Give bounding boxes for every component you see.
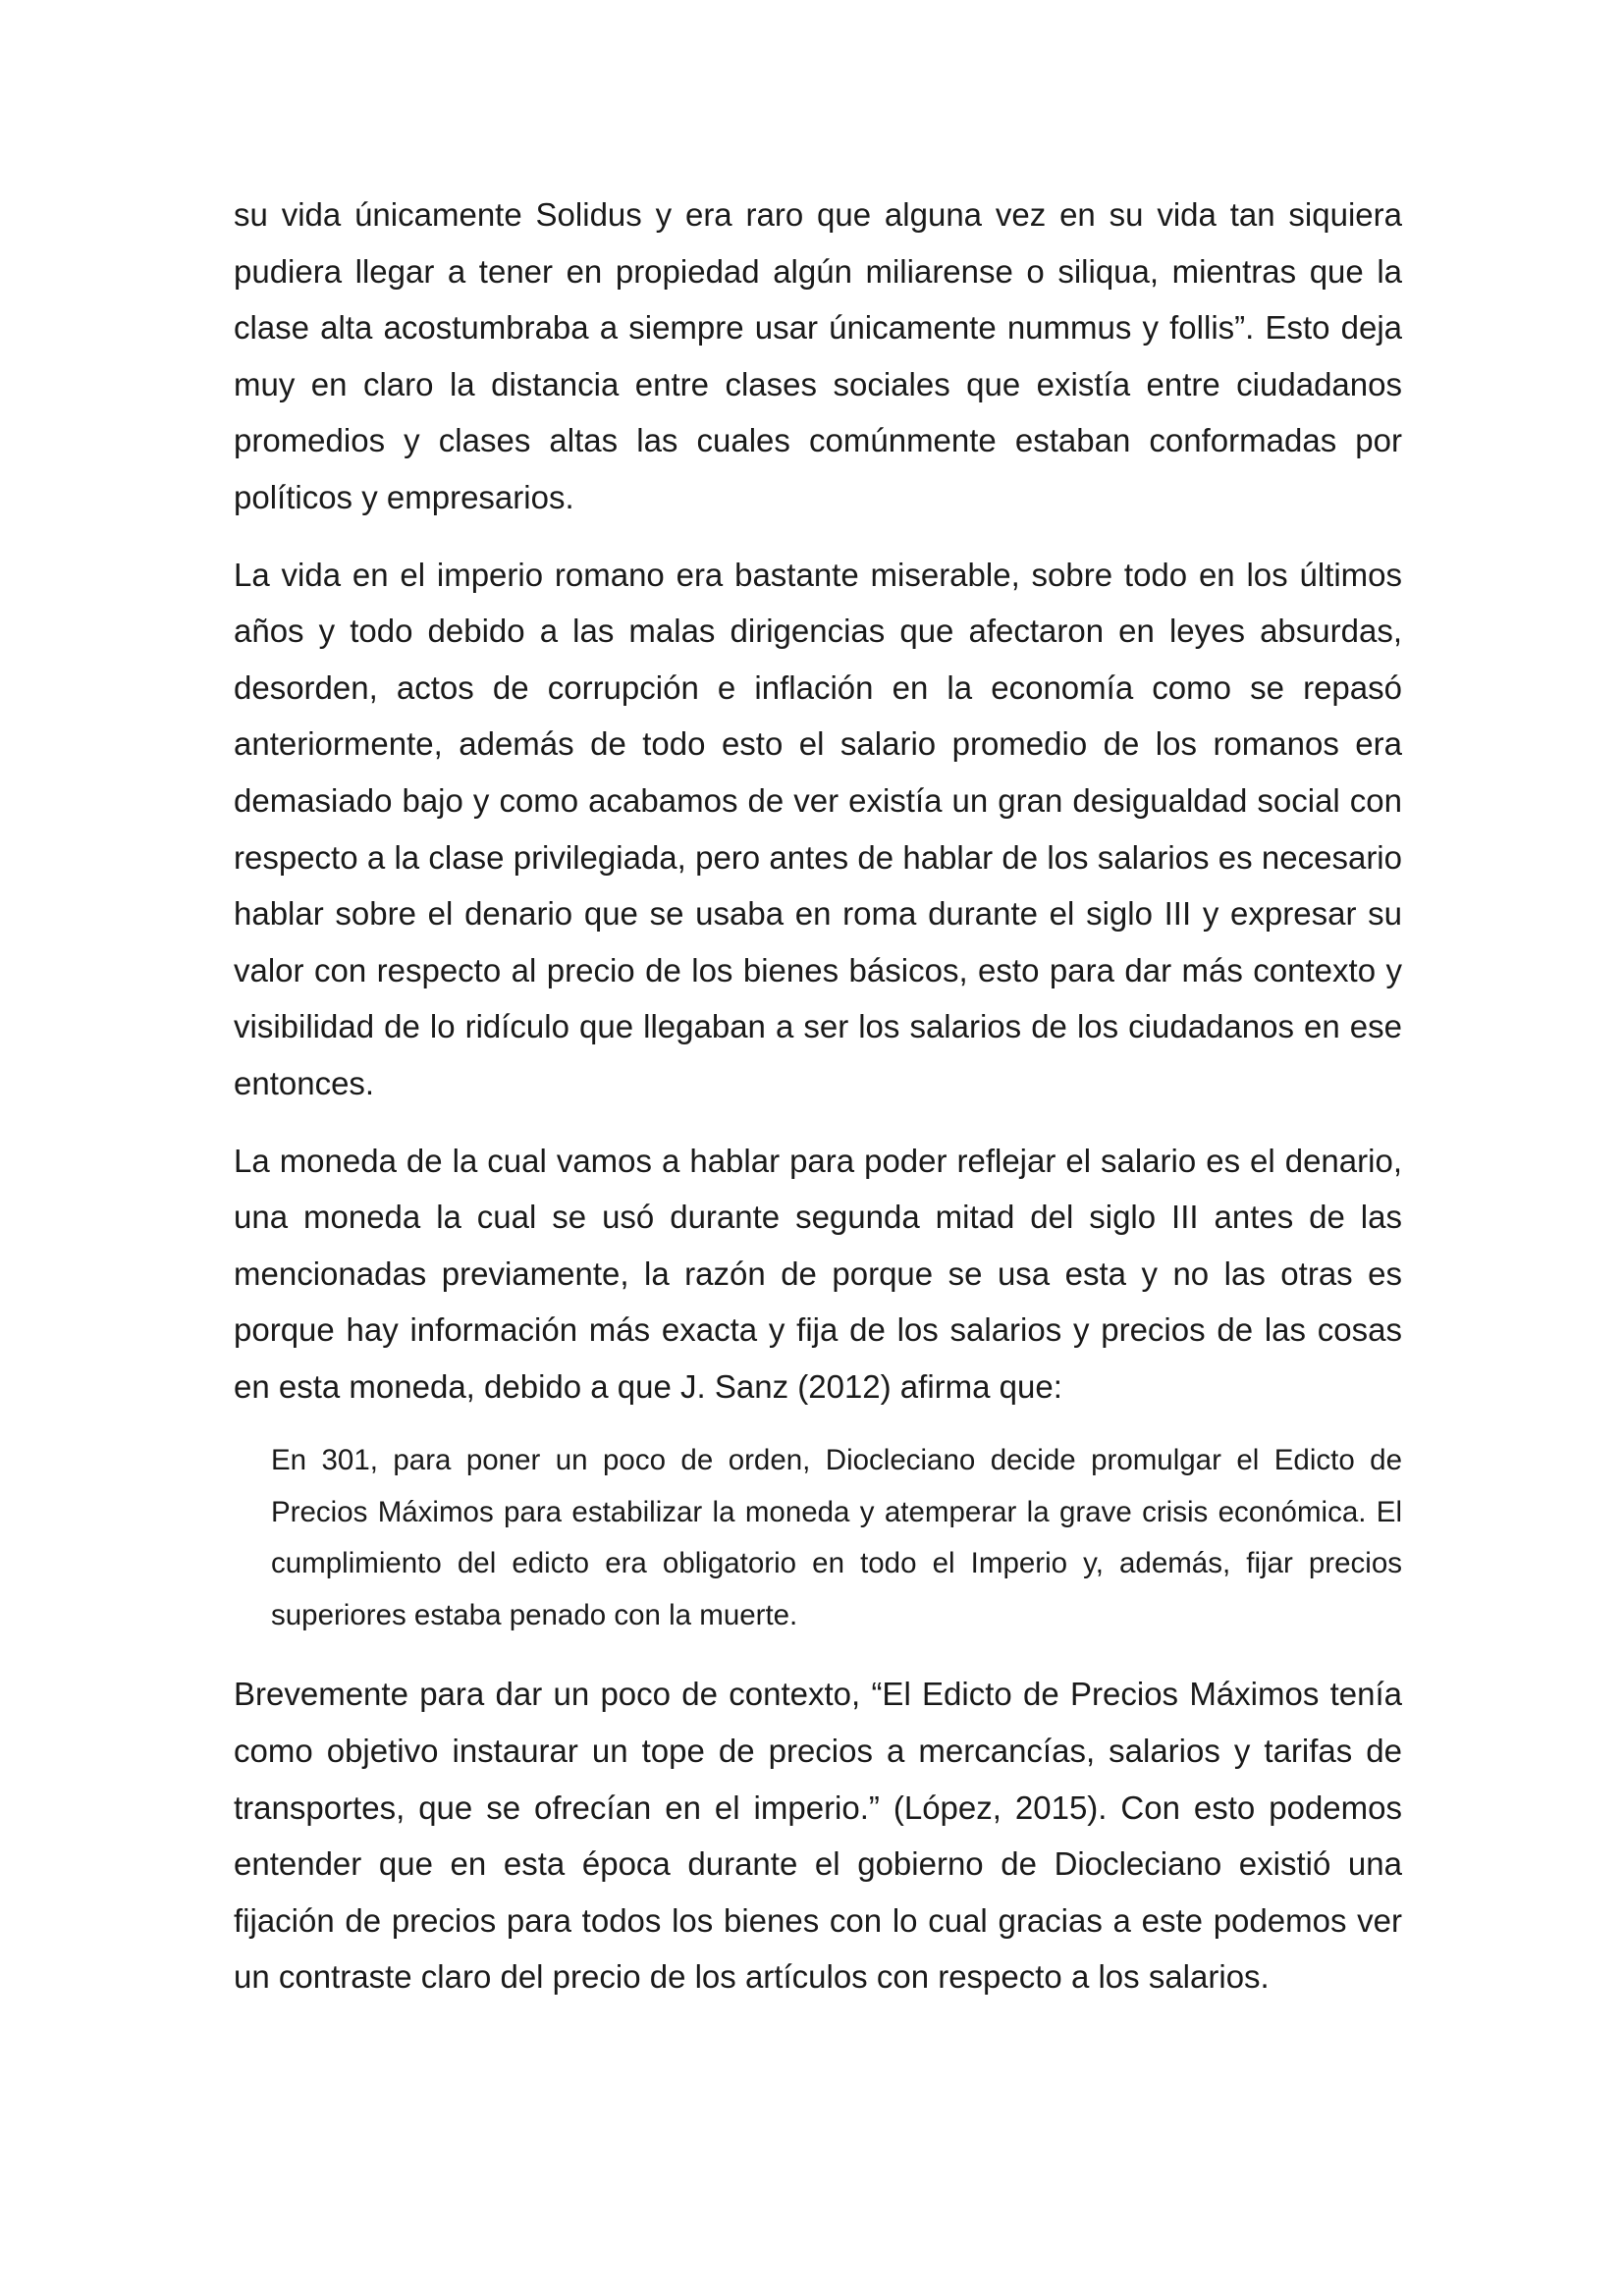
paragraph-social-classes: su vida únicamente Solidus y era raro que alguna vez en su vida tan siquiera pudiera llegar a tener en propiedad algún miliarense o siliqua, mientras que la clase alta acostumbraba a siempre usar únicamente nummus y follis”. Esto deja muy en claro la distancia entre clases sociales que existía entre ciudadanos promedios y clases altas las cuales comúnmente estaban conformadas por políticos y empresarios. [234,196,1402,515]
paragraph-roman-life: La vida en el imperio romano era bastante miserable, sobre todo en los últimos años y todo debido a las malas dirigencias que afectaron en leyes absurdas, desorden, actos de corrupción e inflación en la economía como se repasó anteriormente, además de todo esto el salario promedio de los romanos era demasiado bajo y como acabamos de ver existía un gran desigualdad social con respecto a la clase privilegiada, pero antes de hablar de los salarios es necesario hablar sobre el denario que se usaba en roma durante el siglo III y expresar su valor con respecto al precio de los bienes básicos, esto para dar más contexto y visibilidad de lo ridículo que llegaban a ser los salarios de los ciudadanos en ese entonces. [234,556,1402,1101]
paragraph-edict-context: Brevemente para dar un poco de contexto, “El Edicto de Precios Máximos tenía como objetivo instaurar un tope de precios a mercancías, salarios y tarifas de transportes, que se ofrecían en el imperio.” (López, 2015). Con esto podemos entender que en esta época durante el gobierno de Diocleciano existió una fijación de precios para todos los bienes con lo cual gracias a este podemos ver un contraste claro del precio de los artículos con respecto a los salarios. [234,1676,1402,1996]
document-page [234,187,1402,2026]
block-quote: En 301, para poner un poco de orden, Diocleciano decide promulgar el Edicto de Precios Máximos para estabilizar la moneda y atemperar la grave crisis económica. El cumplimiento del edicto era obligatorio en todo el Imperio y, además, fijar precios superiores estaba penado con la muerte. [271,1444,1402,1631]
paragraph-denario: La moneda de la cual vamos a hablar para poder reflejar el salario es el denario, una moneda la cual se usó durante segunda mitad del siglo III antes de las mencionadas previamente, la razón de porque se usa esta y no las otras es porque hay información más exacta y fija de los salarios y precios de las cosas en esta moneda, debido a que J. Sanz (2012) afirma que: [234,1142,1402,1405]
